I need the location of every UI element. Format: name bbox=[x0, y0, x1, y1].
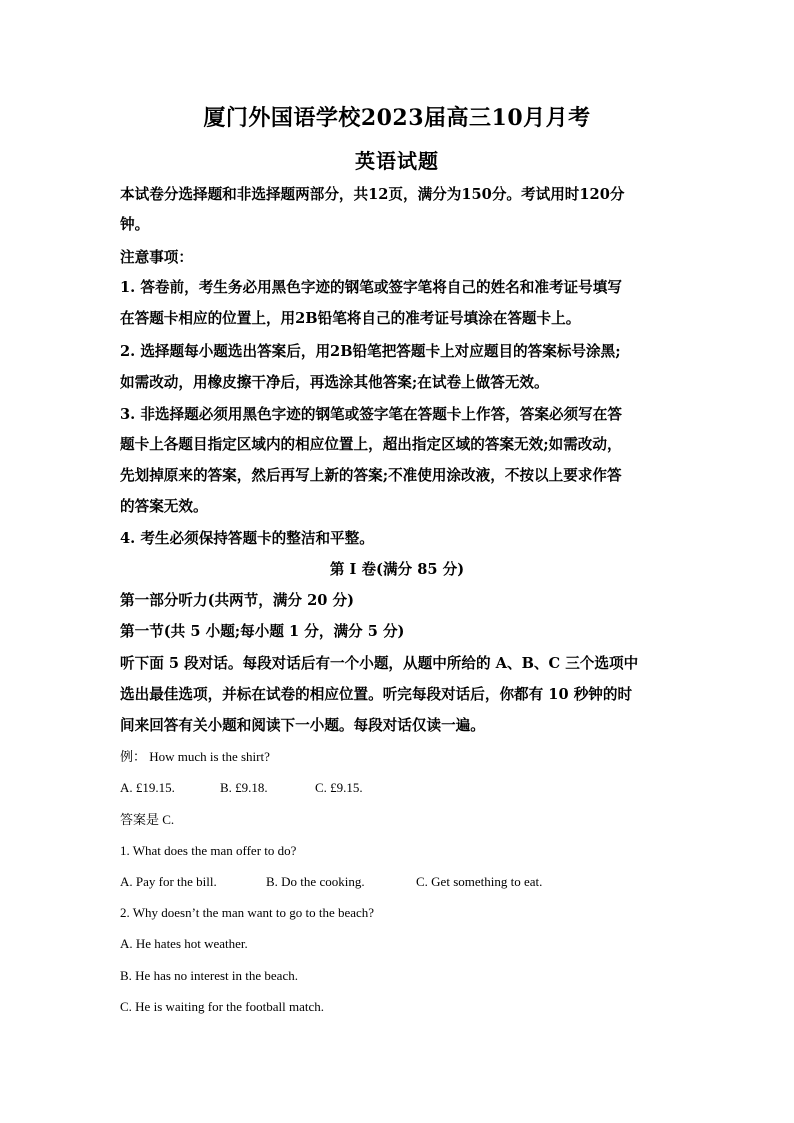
section-one-heading: 第一节(共 5 小题;每小题 1 分，满分 5 分) bbox=[120, 623, 405, 640]
instructions-line-1: 听下面 5 段对话。每段对话后有一个小题，从题中所给的 A、B、C 三个选项中 bbox=[120, 655, 639, 672]
notice-3-line-4: 的答案无效。 bbox=[120, 498, 208, 515]
example-option-a: A. £19.15. bbox=[120, 780, 175, 795]
q1-option-a: A. Pay for the bill. bbox=[120, 874, 217, 889]
notice-heading: 注意事项： bbox=[120, 249, 193, 266]
q2-option-b: B. He has no interest in the beach. bbox=[120, 968, 298, 983]
q1-option-b: B. Do the cooking. bbox=[266, 874, 365, 889]
notice-1-line-1: 1. 答卷前，考生务必用黑色字迹的钢笔或签字笔将自己的姓名和准考证号填写 bbox=[120, 279, 622, 296]
notice-3-line-1: 3. 非选择题必须用黑色字迹的钢笔或签字笔在答题卡上作答，答案必须写在答 bbox=[120, 406, 622, 423]
instructions-line-2: 选出最佳选项，并标在试卷的相应位置。听完每段对话后，你都有 10 秒钟的时 bbox=[120, 686, 633, 703]
intro-line-1: 本试卷分选择题和非选择题两部分，共12页，满分为150分。考试用时120分 bbox=[120, 186, 625, 203]
exam-title: 厦门外国语学校2023届高三10月月考 bbox=[203, 105, 591, 131]
notice-1-line-2: 在答题卡相应的位置上，用2B铅笔将自己的准考证号填涂在答题卡上。 bbox=[120, 310, 581, 327]
question-2: 2. Why doesn’t the man want to go to the beach? bbox=[120, 905, 375, 920]
q1-option-c: C. Get something to eat. bbox=[416, 874, 543, 889]
part-one-heading: 第一部分听力(共两节，满分 20 分) bbox=[120, 592, 354, 609]
q2-option-a: A. He hates hot weather. bbox=[120, 936, 248, 951]
question-1: 1. What does the man offer to do? bbox=[120, 843, 297, 858]
q2-option-c: C. He is waiting for the football match. bbox=[120, 999, 324, 1014]
notice-2-line-2: 如需改动，用橡皮擦干净后，再选涂其他答案;在试卷上做答无效。 bbox=[120, 374, 549, 391]
example-question: 例： How much is the shirt? bbox=[120, 749, 270, 764]
exam-subject-title: 英语试题 bbox=[355, 149, 439, 173]
notice-3-line-3: 先划掉原来的答案，然后再写上新的答案;不准使用涂改液，不按以上要求作答 bbox=[120, 467, 622, 484]
intro-line-2: 钟。 bbox=[120, 216, 150, 233]
example-answer: 答案是 C. bbox=[120, 812, 175, 827]
instructions-line-3: 间来回答有关小题和阅读下一小题。每段对话仅读一遍。 bbox=[120, 717, 485, 734]
notice-4: 4. 考生必须保持答题卡的整洁和平整。 bbox=[120, 530, 374, 547]
example-option-b: B. £9.18. bbox=[220, 780, 268, 795]
notice-3-line-2: 题卡上各题目指定区域内的相应位置上，超出指定区域的答案无效;如需改动， bbox=[120, 436, 622, 453]
example-option-c: C. £9.15. bbox=[315, 780, 363, 795]
notice-2-line-1: 2. 选择题每小题选出答案后，用2B铅笔把答题卡上对应题目的答案标号涂黑; bbox=[120, 343, 621, 360]
volume-title: 第 I 卷(满分 85 分) bbox=[329, 561, 465, 578]
